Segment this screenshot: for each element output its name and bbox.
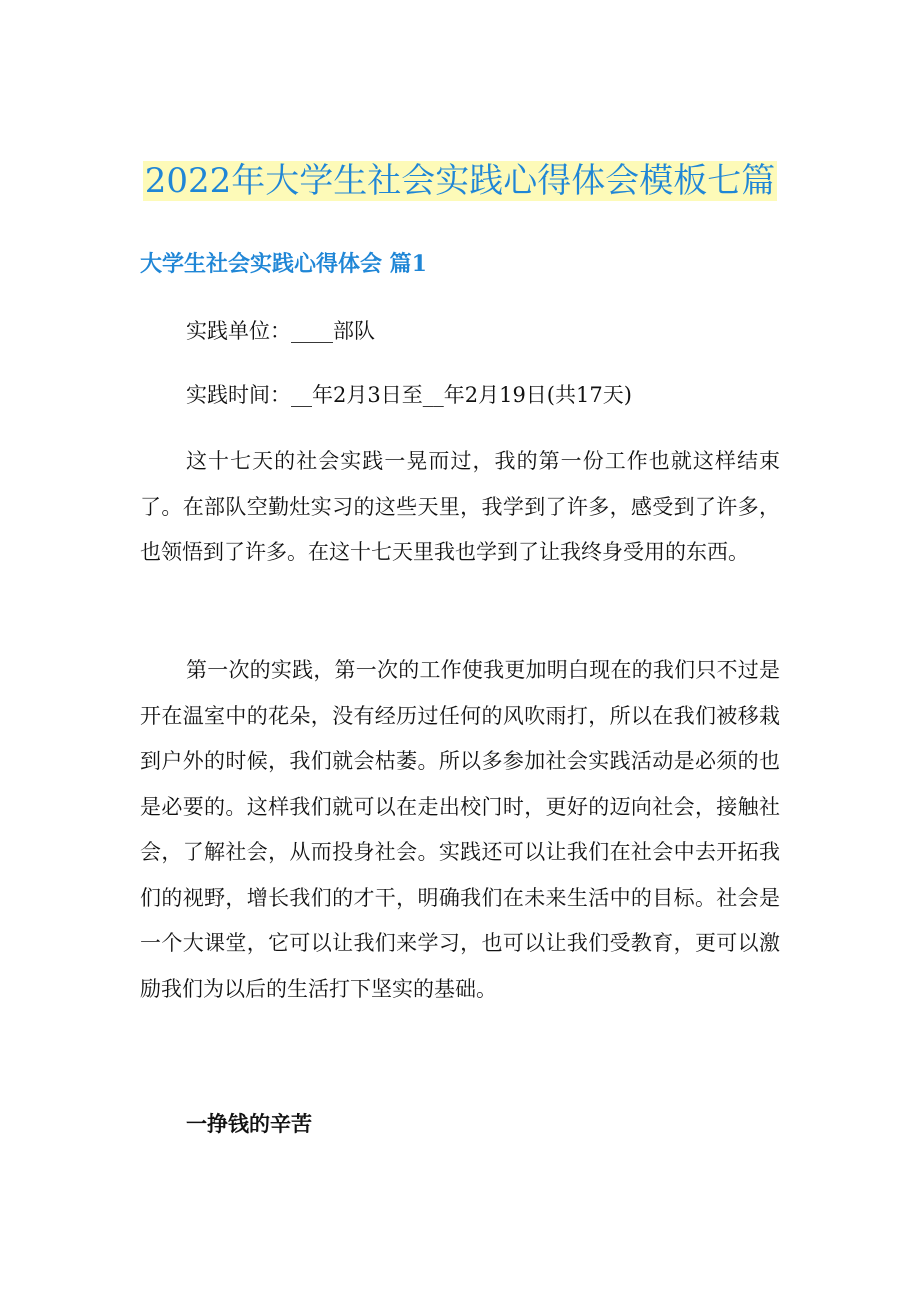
paragraph-2: 第一次的实践，第一次的工作使我更加明白现在的我们只不过是开在温室中的花朵，没有经历过任何的风吹雨打，所以在我们被移栽到户外的时候，我们就会枯萎。所以多参加社会实践活动是必须的也是必要的。这样我们就可以在走出校门时，更好的迈向社会，接触社会，了解社会，从而投身社会。实践还可以让我们在社会中去开拓我们的视野，增长我们的才干，明确我们在未来生活中的目标。社会是一个大课堂，它可以让我们来学习，也可以让我们受教育，更可以激励我们为以后的生活打下坚实的基础。 — [140, 658, 780, 1001]
section-heading: 大学生社会实践心得体会 篇1 — [140, 251, 427, 277]
practice-time: 实践时间：__年2月3日至__年2月19日(共17天) — [186, 383, 632, 407]
paragraph-1: 这十七天的社会实践一晃而过，我的第一份工作也就这样结束了。在部队空勤灶实习的这些天里，我学到了许多，感受到了许多，也领悟到了许多。在这十七天里我也学到了让我终身受用的东西。 — [140, 449, 780, 564]
practice-unit: 实践单位：____部队 — [186, 319, 375, 343]
document-title-text: 2022年大学生社会实践心得体会模板七篇 — [144, 160, 776, 201]
document-title — [0, 156, 920, 206]
subheading: 一挣钱的辛苦 — [186, 1111, 312, 1136]
